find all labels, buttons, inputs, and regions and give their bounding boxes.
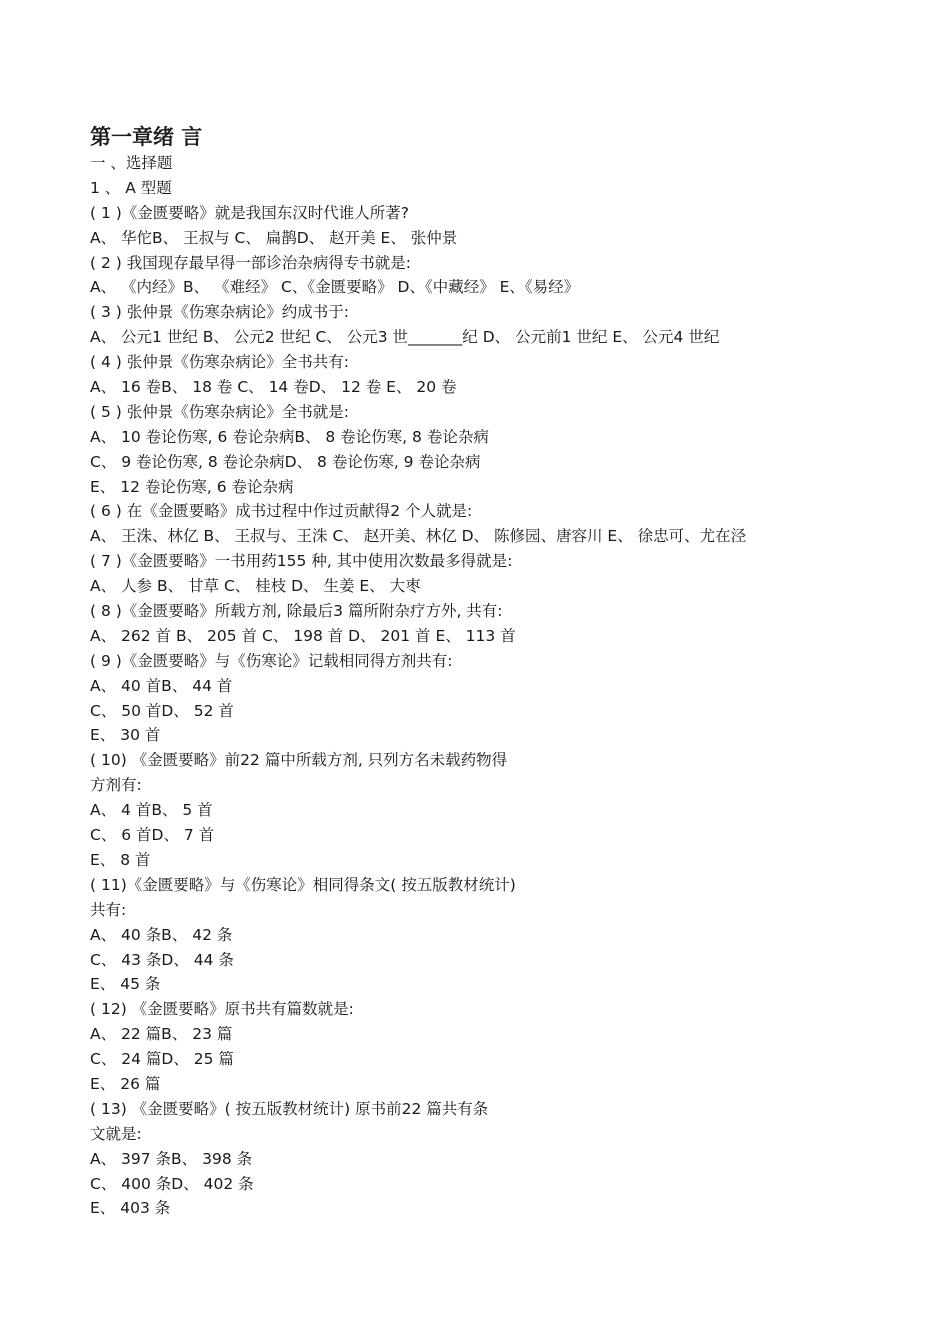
text-line: E、 26 篇 [90, 1074, 161, 1093]
text-line: A、 22 篇B、 23 篇 [90, 1025, 233, 1044]
text-line: C、 400 条D、 402 条 [90, 1174, 254, 1193]
text-line: A、 16 卷B、 18 卷 C、 14 卷D、 12 卷 E、 20 卷 [90, 378, 457, 397]
text-line: A、 王洙、林亿 B、 王叔与、王洙 C、 赵开美、林亿 D、 陈修园、唐容川 E、 徐忠可、尤在泾 [90, 527, 747, 546]
text-line: C、 43 条D、 44 条 [90, 950, 234, 969]
text-line: ( 7 )《金匮要略》一书用药155 种, 其中使用次数最多得就是: [90, 552, 513, 571]
text-line: A、 10 卷论伤寒, 6 卷论杂病B、 8 卷论伤寒, 8 卷论杂病 [90, 427, 489, 446]
text-line: A、 262 首 B、 205 首 C、 198 首 D、 201 首 E、 113 首 [90, 626, 516, 645]
text-line: ( 13) 《金匮要略》( 按五版教材统计) 原书前22 篇共有条 [90, 1099, 489, 1118]
text-line: ( 2 ) 我国现存最早得一部诊治杂病得专书就是: [90, 253, 411, 272]
text-line: 共有: [90, 900, 127, 919]
text-line: E、 403 条 [90, 1199, 171, 1218]
text-line: ( 1 )《金匮要略》就是我国东汉时代谁人所著? [90, 203, 410, 222]
text-line: 文就是: [90, 1124, 142, 1143]
text-line: 1 、 A 型题 [90, 178, 172, 197]
text-line: 方剂有: [90, 776, 142, 795]
text-line: A、 人参 B、 甘草 C、 桂枝 D、 生姜 E、 大枣 [90, 577, 421, 596]
document-content [90, 123, 830, 1221]
text-line: A、 4 首B、 5 首 [90, 801, 213, 820]
text-line: A、 40 首B、 44 首 [90, 676, 233, 695]
text-line: A、 397 条B、 398 条 [90, 1149, 253, 1168]
text-line: A、 公元1 世纪 B、 公元2 世纪 C、 公元3 世_______纪 D、 公元前1 世纪 E、 公元4 世纪 [90, 328, 720, 347]
text-line: C、 9 卷论伤寒, 8 卷论杂病D、 8 卷论伤寒, 9 卷论杂病 [90, 452, 481, 471]
chapter-title: 第一章绪 言 [90, 125, 203, 149]
text-line: E、 12 卷论伤寒, 6 卷论杂病 [90, 477, 294, 496]
text-line: 一 、选择题 [90, 154, 173, 172]
text-line: C、 50 首D、 52 首 [90, 701, 234, 720]
text-line: E、 8 首 [90, 850, 151, 869]
text-line: ( 9 )《金匮要略》与《伤寒论》记载相同得方剂共有: [90, 651, 453, 670]
text-line: ( 4 ) 张仲景《伤寒杂病论》全书共有: [90, 353, 349, 372]
text-line: A、 40 条B、 42 条 [90, 925, 233, 944]
text-line: ( 6 ) 在《金匮要略》成书过程中作过贡献得2 个人就是: [90, 502, 473, 521]
question-list [90, 151, 830, 1221]
text-line: ( 12) 《金匮要略》原书共有篇数就是: [90, 1000, 354, 1019]
text-line: C、 6 首D、 7 首 [90, 826, 215, 845]
text-line: A、 《内经》B、 《难经》 C、《金匮要略》 D、《中藏经》 E、《易经》 [90, 278, 580, 297]
text-line: E、 30 首 [90, 726, 161, 745]
text-line: ( 11)《金匮要略》与《伤寒论》相同得条文( 按五版教材统计) [90, 875, 516, 894]
text-line: E、 45 条 [90, 975, 161, 994]
text-line: ( 10) 《金匮要略》前22 篇中所载方剂, 只列方名未载药物得 [90, 751, 508, 770]
text-line: ( 5 ) 张仲景《伤寒杂病论》全书就是: [90, 402, 349, 421]
text-line: A、 华佗B、 王叔与 C、 扁鹊D、 赵开美 E、 张仲景 [90, 228, 458, 247]
text-line: C、 24 篇D、 25 篇 [90, 1050, 234, 1069]
text-line: ( 3 ) 张仲景《伤寒杂病论》约成书于: [90, 303, 349, 322]
text-line: ( 8 )《金匮要略》所载方剂, 除最后3 篇所附杂疗方外, 共有: [90, 602, 503, 621]
